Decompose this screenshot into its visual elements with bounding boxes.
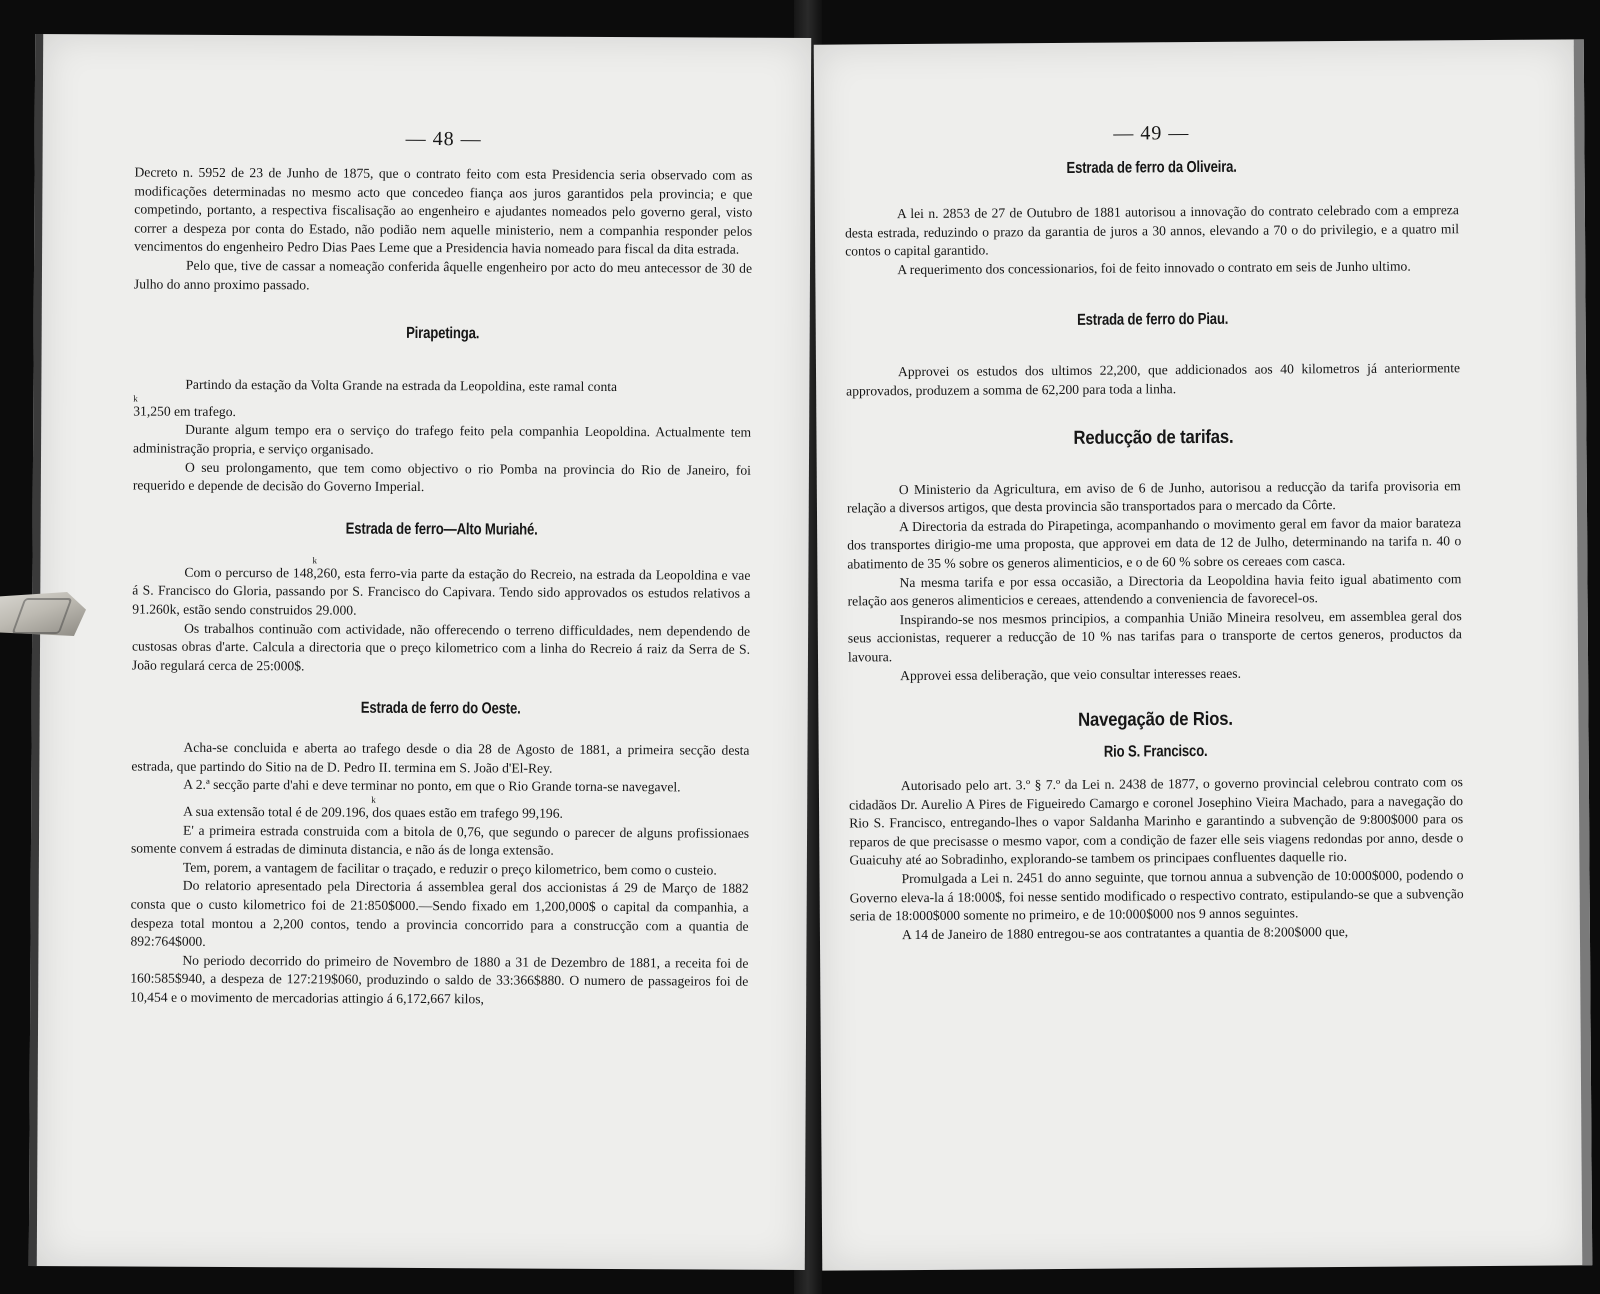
section-title-oliveira: Estrada de ferro da Oliveira.: [1066, 158, 1237, 177]
kilometre-mark: k: [371, 794, 376, 805]
page-number-left: — 48 —: [405, 127, 482, 151]
navegacao-paragraph-2: Promulgada a Lei n. 2451 do anno seguinte, que tornou annua a subvenção de 10:000$000, podendo o Governo eleva-la á 18:000$, foi nesse sentido modificado o respectivo contrato, estipulando-se que a subvenção seria de 18:000$000 somente no primeiro, e de 10:000$000 nos 9 annos seguintes.: [849, 867, 1464, 924]
alto-muriahe-paragraph-1: Com o percurso de 148,260, esta ferro-via parte da estação do Recreio, na estrada da Leopoldina e vae á S. Francisco do Gloria, passando por S. Francisco do Capivara. Tendo sido approvados os estudos relativos a 91.260k, estão sendo construidos 29.000.: [132, 564, 751, 618]
right-page-content: [844, 120, 1464, 945]
section-title-pirapetinga: Pirapetinga.: [406, 325, 480, 343]
oeste-paragraph-5: Tem, porem, a vantagem de facilitar o traçado, e reduzir o preço kilometrico, bem como o custeio.: [182, 859, 717, 878]
oeste-paragraph-6: Do relatorio apresentado pela Directoria á assemblea geral dos accionistas á 29 de Março de 1882 consta que o custo kilometrico foi de 21:850$000.—Sendo fixado em 1,200,000$ o capital da companhia, a despeza total montou a 2,200 contos, tendo a provincia concorrido para a construcção com a quantia de 892:764$000.: [130, 878, 749, 950]
section-title-piau: Estrada de ferro do Piau.: [1076, 311, 1229, 330]
subsection-title-rio-sao-francisco: Rio S. Francisco.: [1103, 743, 1208, 761]
pirapetinga-paragraph-2: Durante algum tempo era o serviço do trafego feito pela companhia Leopoldina. Actualmente tem administração propria, e serviço organisado.: [133, 422, 752, 457]
page-number-right: — 49 —: [1113, 122, 1190, 145]
kilometre-mark: k: [312, 555, 318, 566]
oliveira-paragraph-1: A lei n. 2853 de 27 de Outubro de 1881 autorisou a innovação do contrato celebrado com a empreza desta estrada, reduzindo o prazo da garantia de juros a 30 annos, elevando a 70 o do privilegio, e a quatro mil contos o capital garantido.: [844, 202, 1460, 259]
intro-paragraph-2: Pelo que, tive de cassar a nomeação conferida âquelle engenheiro por acto do meu antecessor de 30 de Julho do anno proximo passado.: [133, 257, 753, 292]
tarifas-paragraph-1: O Ministerio da Agricultura, em aviso de 6 de Junho, autorisou a reducção da tarifa provisoria em relação a diversos artigos, que desta provincia são transportados para o mercado da Côrte.: [846, 477, 1461, 516]
oliveira-paragraph-2: A requerimento dos concessionarios, foi de feito innovado o contrato em seis de Junho ultimo.: [897, 258, 1411, 277]
kilometre-mark: k: [133, 393, 138, 404]
tarifas-paragraph-3: Na mesma tarifa e por essa occasião, a Directoria da Leopoldina havia feito igual abatimento com relação aos generos alimenticios e cereaes, attendendo a conveniencia de favorecel-os.: [847, 570, 1462, 609]
tarifas-paragraph-2: A Directoria da estrada do Pirapetinga, acompanhando o movimento geral em favor da maior barateza dos transportes dirigio-me uma proposta, que approvei em data de 12 de Julho, determinando na tarifa n. 40 o abatimento de 35 % sobre os generos alimenticios, e o de 60 % sobre os cereaes com casca.: [847, 514, 1462, 572]
left-page: [29, 34, 811, 1270]
oeste-paragraph-4: E' a primeira estrada construida com a bitola de 0,76, que segundo o parecer de alguns profissionaes somente convem á estradas de diminuta distancia, e não ás de longa extensão.: [130, 822, 750, 858]
piau-paragraph-1: Approvei os estudos dos ultimos 22,200, que addicionados aos 40 kilometros já anteriormente approvados, produzem a somma de 62,200 para toda a linha.: [846, 360, 1461, 399]
tarifas-paragraph-4: Inspirando-se nos mesmos principios, a companhia União Mineira resolveu, em assemblea geral dos seus accionistas, requerer a reducção de 10 % nas tarifas para o transporte de certos generos, productos da lavoura.: [847, 607, 1462, 665]
pirapetinga-paragraph-1b: 31,250 em trafego.: [133, 403, 236, 419]
oeste-paragraph-3: A sua extensão total é de 209.196, dos quaes estão em trafego 99,196.: [183, 803, 563, 821]
navegacao-paragraph-1: Autorisado pelo art. 3.º § 7.º da Lei n. 2438 de 1877, o governo provincial celebrou contrato com os cidadãos Dr. Aurelio A Pires de Figueiredo Camargo e coronel Josephino Vieira Machado, para a navegação do Rio S. Francisco, entregando-lhes o vapor Saldanha Marinho e garantindo a subvenção de 9:800$000 para os reparos de que precisasse o mesmo vapor, com a condição de fazer elle seis viagens redondas por anno, desde o Guaicuhy até ao Sobradinho, explorando-se tambem os principaes confluentes daquelle rio.: [848, 774, 1464, 868]
section-title-reduccao-tarifas: Reducção de tarifas.: [1073, 426, 1234, 449]
intro-paragraph-1: Decreto n. 5952 de 23 de Junho de 1875, que o contrato feito com esta Presidencia seria observado com as modificações determinadas no mesmo acto que concedeo fiança aos juros garantidos pela provincia; e que competindo, portanto, a respectiva fiscalisação ao engenheiro e ajudantes nomeados pelo governo geral, visto correr a despeza por conta do Estado, não podião nem aquelle ministerio, nem a companhia responder pelos vencimentos do engenheiro Pedro Dias Paes Leme que a Presidencia havia nomeado para fiscal da dita estrada.: [134, 164, 753, 258]
oeste-paragraph-1: Acha-se concluida e aberta ao trafego desde o dia 28 de Agosto de 1881, a primeira secção desta estrada, que partindo do Sitio na de D. Pedro II. termina em S. João d'El-Rey.: [131, 740, 750, 776]
navegacao-paragraph-3: A 14 de Janeiro de 1880 entregou-se aos contratantes a quantia de 8:200$000 que,: [901, 923, 1349, 942]
section-title-alto-muriahe: Estrada de ferro—Alto Muriahé.: [345, 520, 538, 539]
pirapetinga-paragraph-1: Partindo da estação da Volta Grande na estrada da Leopoldina, este ramal conta: [185, 376, 618, 395]
left-page-content: [130, 126, 753, 1010]
paper-bookmark-tab: [0, 592, 86, 636]
oeste-paragraph-2: A 2.ª secção parte d'ahi e deve terminar no ponto, em que o Rio Grande torna-se navegavel.: [183, 777, 681, 795]
section-title-navegacao-rios: Navegação de Rios.: [1077, 708, 1233, 731]
pirapetinga-paragraph-3: O seu prolongamento, que tem como objectivo o rio Pomba na provincia do Rio de Janeiro, foi requerido e depende de decisão do Governo Imperial.: [132, 459, 751, 495]
oeste-paragraph-7: No periodo decorrido do primeiro de Novembro de 1880 a 31 de Dezembro de 1881, a receita foi de 160:585$940, a despeza de 127:219$060, produzindo o saldo de 33:366$880. O numero de passageiros foi de 10,454 e o movimento de mercadorias attingio á 6,172,667 kilos,: [130, 952, 749, 1007]
section-title-oeste: Estrada de ferro do Oeste.: [360, 699, 521, 718]
right-page: [814, 39, 1593, 1270]
tarifas-paragraph-5: Approvei essa deliberação, que veio consultar interesses reaes.: [900, 665, 1242, 683]
alto-muriahe-paragraph-2: Os trabalhos continuão com actividade, não offerecendo o terreno difficuldades, nem dependendo de custosas obras d'arte. Calcula a directoria que o preço kilometrico com a linha do Recreio á raiz da Serra de S. João regulará cerca de 25:000$.: [131, 620, 751, 674]
